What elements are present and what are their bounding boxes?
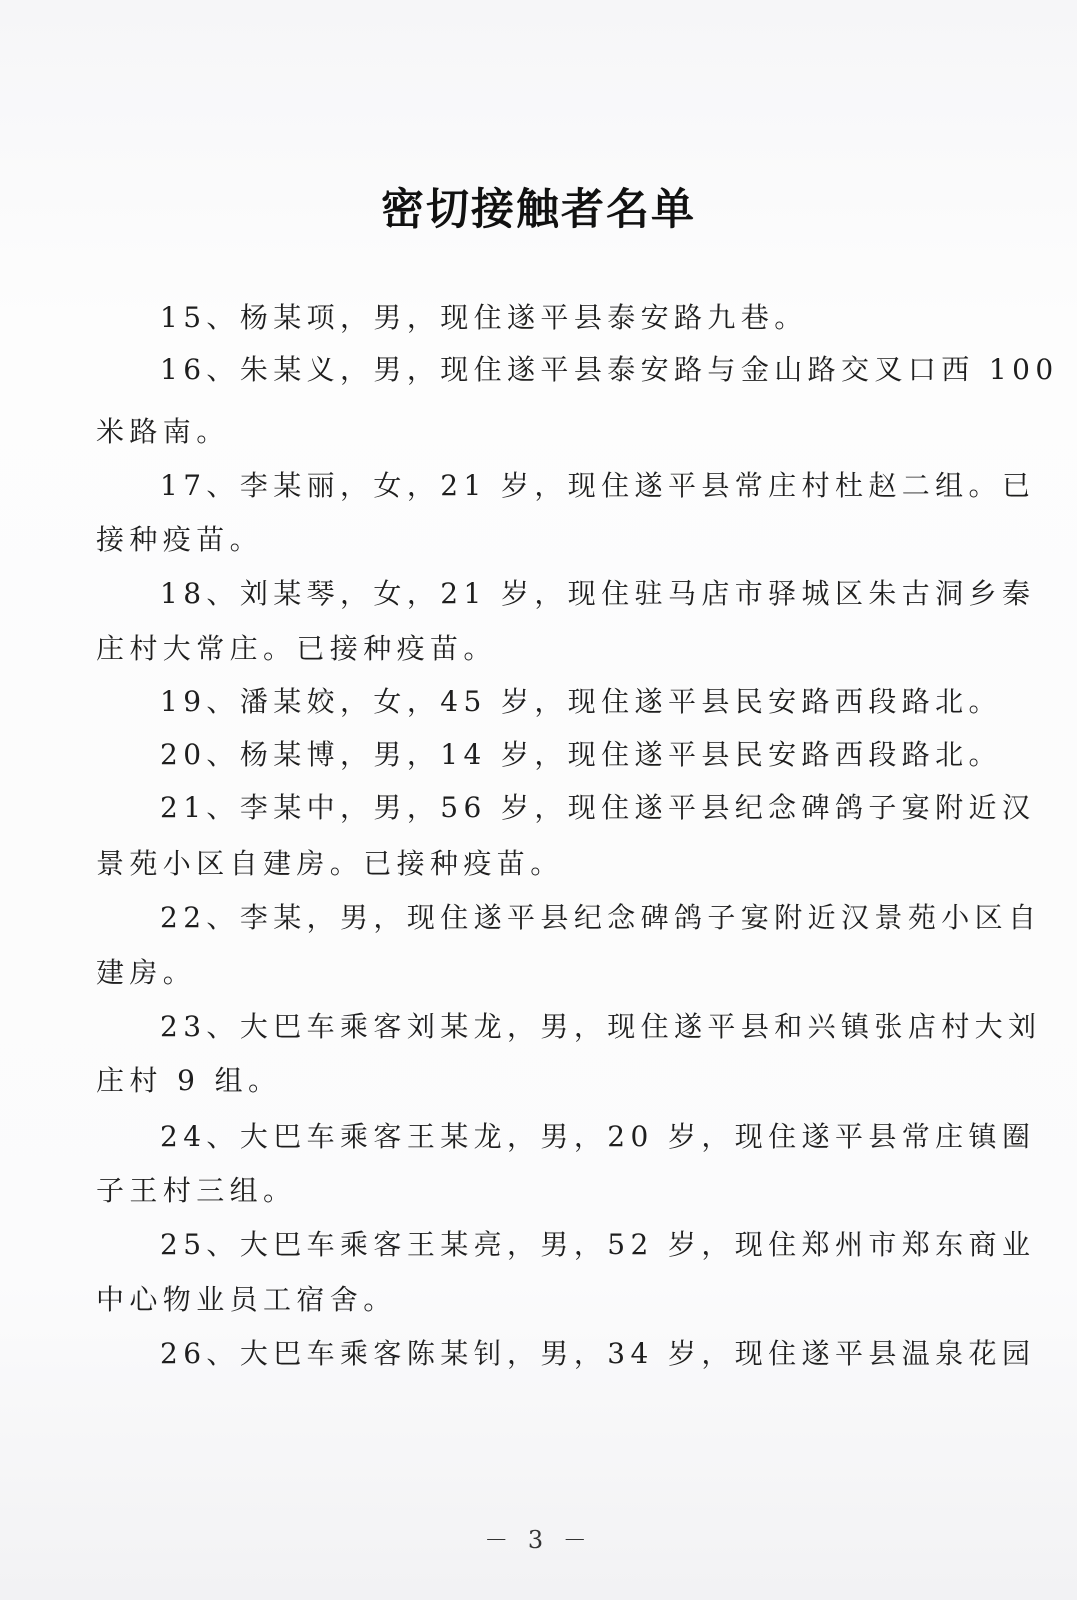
list-item-15: 15、杨某项，男，现住遂平县泰安路九巷。 xyxy=(160,301,808,334)
list-item-19: 19、潘某姣，女，45 岁，现住遂平县民安路西段路北。 xyxy=(160,685,1002,718)
list-item-23-cont: 庄村 9 组。 xyxy=(96,1064,282,1097)
list-item-16-cont: 米路南。 xyxy=(96,415,230,448)
list-item-23: 23、大巴车乘客刘某龙，男，现住遂平县和兴镇张店村大刘 xyxy=(160,1010,1042,1043)
list-item-18-cont: 庄村大常庄。已接种疫苗。 xyxy=(96,632,497,665)
page-number: － 3 － xyxy=(484,1526,593,1554)
list-item-21: 21、李某中，男，56 岁，现住遂平县纪念碑鸽子宴附近汉 xyxy=(160,791,1036,824)
list-item-16: 16、朱某义，男，现住遂平县泰安路与金山路交叉口西 100 xyxy=(160,353,1059,386)
list-item-18: 18、刘某琴，女，21 岁，现住驻马店市驿城区朱古洞乡秦 xyxy=(160,577,1036,610)
list-item-17: 17、李某丽，女，21 岁，现住遂平县常庄村杜赵二组。已 xyxy=(160,469,1036,502)
list-item-24-cont: 子王村三组。 xyxy=(96,1174,297,1207)
list-item-25-cont: 中心物业员工宿舍。 xyxy=(96,1283,397,1316)
list-item-17-cont: 接种疫苗。 xyxy=(96,523,264,556)
list-item-26: 26、大巴车乘客陈某钊，男，34 岁，现住遂平县温泉花园 xyxy=(160,1337,1036,1370)
document-title: 密切接触者名单 xyxy=(381,185,696,235)
list-item-22: 22、李某，男，现住遂平县纪念碑鸽子宴附近汉景苑小区自 xyxy=(160,901,1042,934)
list-item-24: 24、大巴车乘客王某龙，男，20 岁，现住遂平县常庄镇圈 xyxy=(160,1120,1036,1153)
list-item-20: 20、杨某博，男，14 岁，现住遂平县民安路西段路北。 xyxy=(160,738,1002,771)
list-item-25: 25、大巴车乘客王某亮，男，52 岁，现住郑州市郑东商业 xyxy=(160,1228,1036,1261)
list-item-22-cont: 建房。 xyxy=(96,956,197,989)
list-item-21-cont: 景苑小区自建房。已接种疫苗。 xyxy=(96,847,564,880)
